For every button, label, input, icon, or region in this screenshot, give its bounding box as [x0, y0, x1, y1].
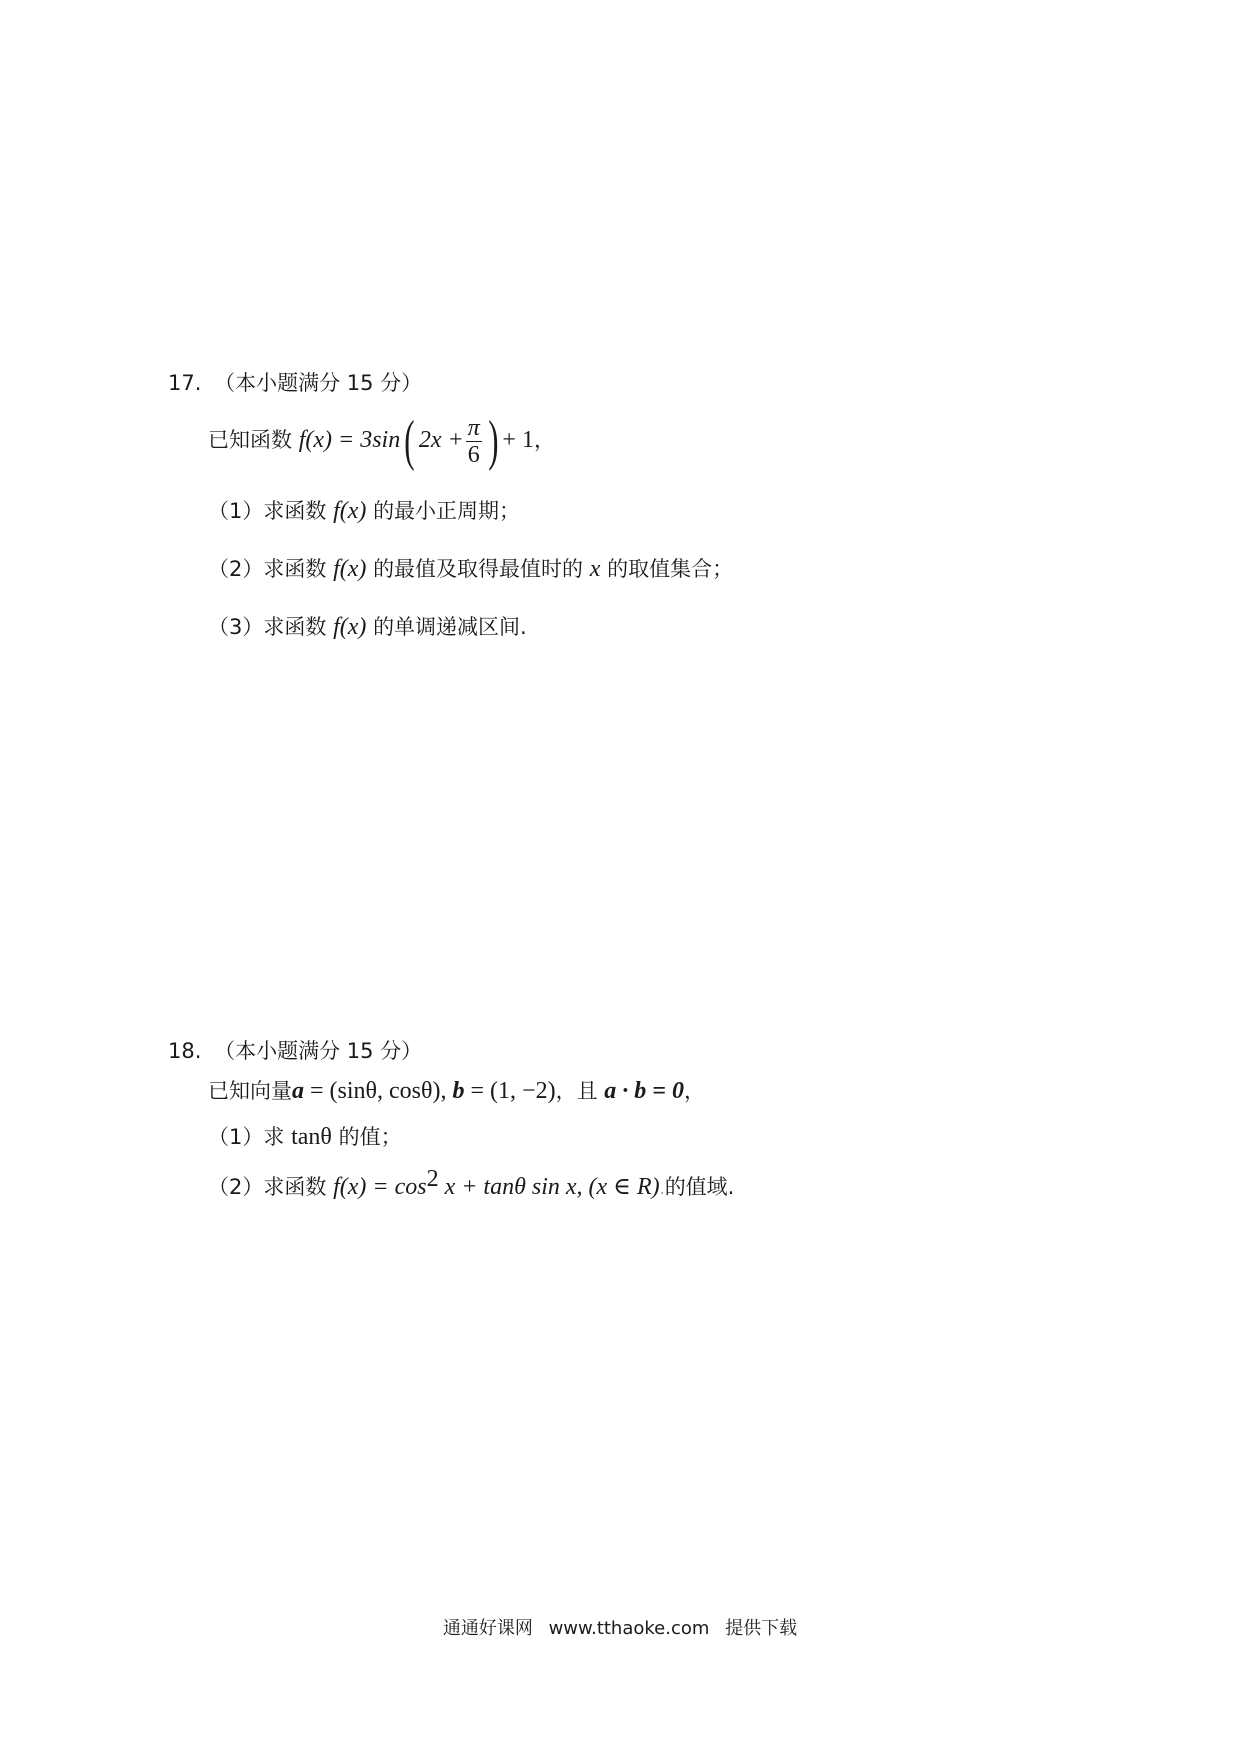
- q18-cond-math: a · b = 0: [604, 1078, 684, 1104]
- q17-number: 17.: [168, 371, 202, 395]
- q17-part-3-label: （3）求函数: [208, 615, 327, 639]
- q17-formula-inner: 2x +: [418, 427, 464, 453]
- q18-number: 18.: [168, 1039, 202, 1063]
- q18-intro-suffix: ，: [683, 1079, 705, 1103]
- insertion-mark: .: [659, 1179, 665, 1198]
- page-footer: [0, 1617, 1240, 1641]
- q18-intro: [208, 1076, 705, 1106]
- q17-frac-num: π: [467, 414, 480, 441]
- q17-part-1-math: f(x): [333, 498, 367, 524]
- q17-intro-prefix: 已知函数: [208, 428, 292, 452]
- q17-intro-suffix: ，: [533, 428, 555, 452]
- q17-formula-rhs: + 1: [502, 427, 534, 453]
- q17-part-1-text: 的最小正周期；: [373, 499, 521, 523]
- q18-part-1-label: （1）求: [208, 1125, 285, 1149]
- q17-part-1: [208, 496, 520, 526]
- q18-cond-prefix: ，且: [555, 1079, 605, 1103]
- q18-intro-prefix: 已知向量: [208, 1079, 292, 1103]
- q18-part-1: [208, 1122, 402, 1152]
- q18-part-2-math2: x + tanθ sin x, (x ∈ R): [438, 1174, 660, 1200]
- q18-part-2: [208, 1164, 734, 1204]
- q17-frac-den: 6: [467, 441, 480, 468]
- q18-part-2-text: 的值域.: [664, 1175, 735, 1199]
- q17-fraction: [466, 415, 482, 468]
- q18-part-1-text: 的值；: [338, 1125, 402, 1149]
- q17-part-2: [208, 554, 733, 584]
- footer-url: www.tthaoke.com: [548, 1618, 710, 1639]
- q18-part-2-label: （2）求函数: [208, 1175, 327, 1199]
- q18-vec-b: b: [452, 1078, 465, 1104]
- q17-right-paren: ): [487, 410, 499, 472]
- q17-part-3-text: 的单调递减区间.: [373, 615, 527, 639]
- q17-part-2-text2: 的取值集合；: [607, 557, 734, 581]
- q17-left-paren: (: [404, 410, 415, 472]
- q17-part-2-var: x: [589, 556, 601, 582]
- q18-part-2-math: f(x) = cos: [333, 1174, 427, 1200]
- q18-vec-a: a: [292, 1078, 304, 1104]
- q17-intro: [208, 410, 555, 471]
- q18-vec-b-value: = (1, −2): [464, 1078, 556, 1104]
- footer-suffix: 提供下载: [725, 1618, 798, 1639]
- q17-part-1-label: （1）求函数: [208, 499, 327, 523]
- q17-header-line: [168, 368, 422, 398]
- q18-part-1-math: tanθ: [291, 1124, 332, 1150]
- q17-part-3: [208, 612, 527, 642]
- q18-header: （本小题满分 15 分）: [214, 1039, 423, 1063]
- q17-part-2-label: （2）求函数: [208, 557, 327, 581]
- q18-part-2-sup: 2: [426, 1166, 439, 1192]
- q17-part-2-text: 的最值及取得最值时的: [373, 557, 584, 581]
- q17-header: （本小题满分 15 分）: [214, 371, 423, 395]
- q17-part-3-math: f(x): [333, 614, 367, 640]
- q17-formula-lhs: f(x) = 3sin: [298, 427, 401, 453]
- q17-part-2-math: f(x): [333, 556, 367, 582]
- q18-vec-a-value: = (sinθ, cosθ),: [304, 1078, 453, 1104]
- footer-site-name: 通通好课网: [442, 1618, 533, 1639]
- q18-header-line: [168, 1036, 422, 1066]
